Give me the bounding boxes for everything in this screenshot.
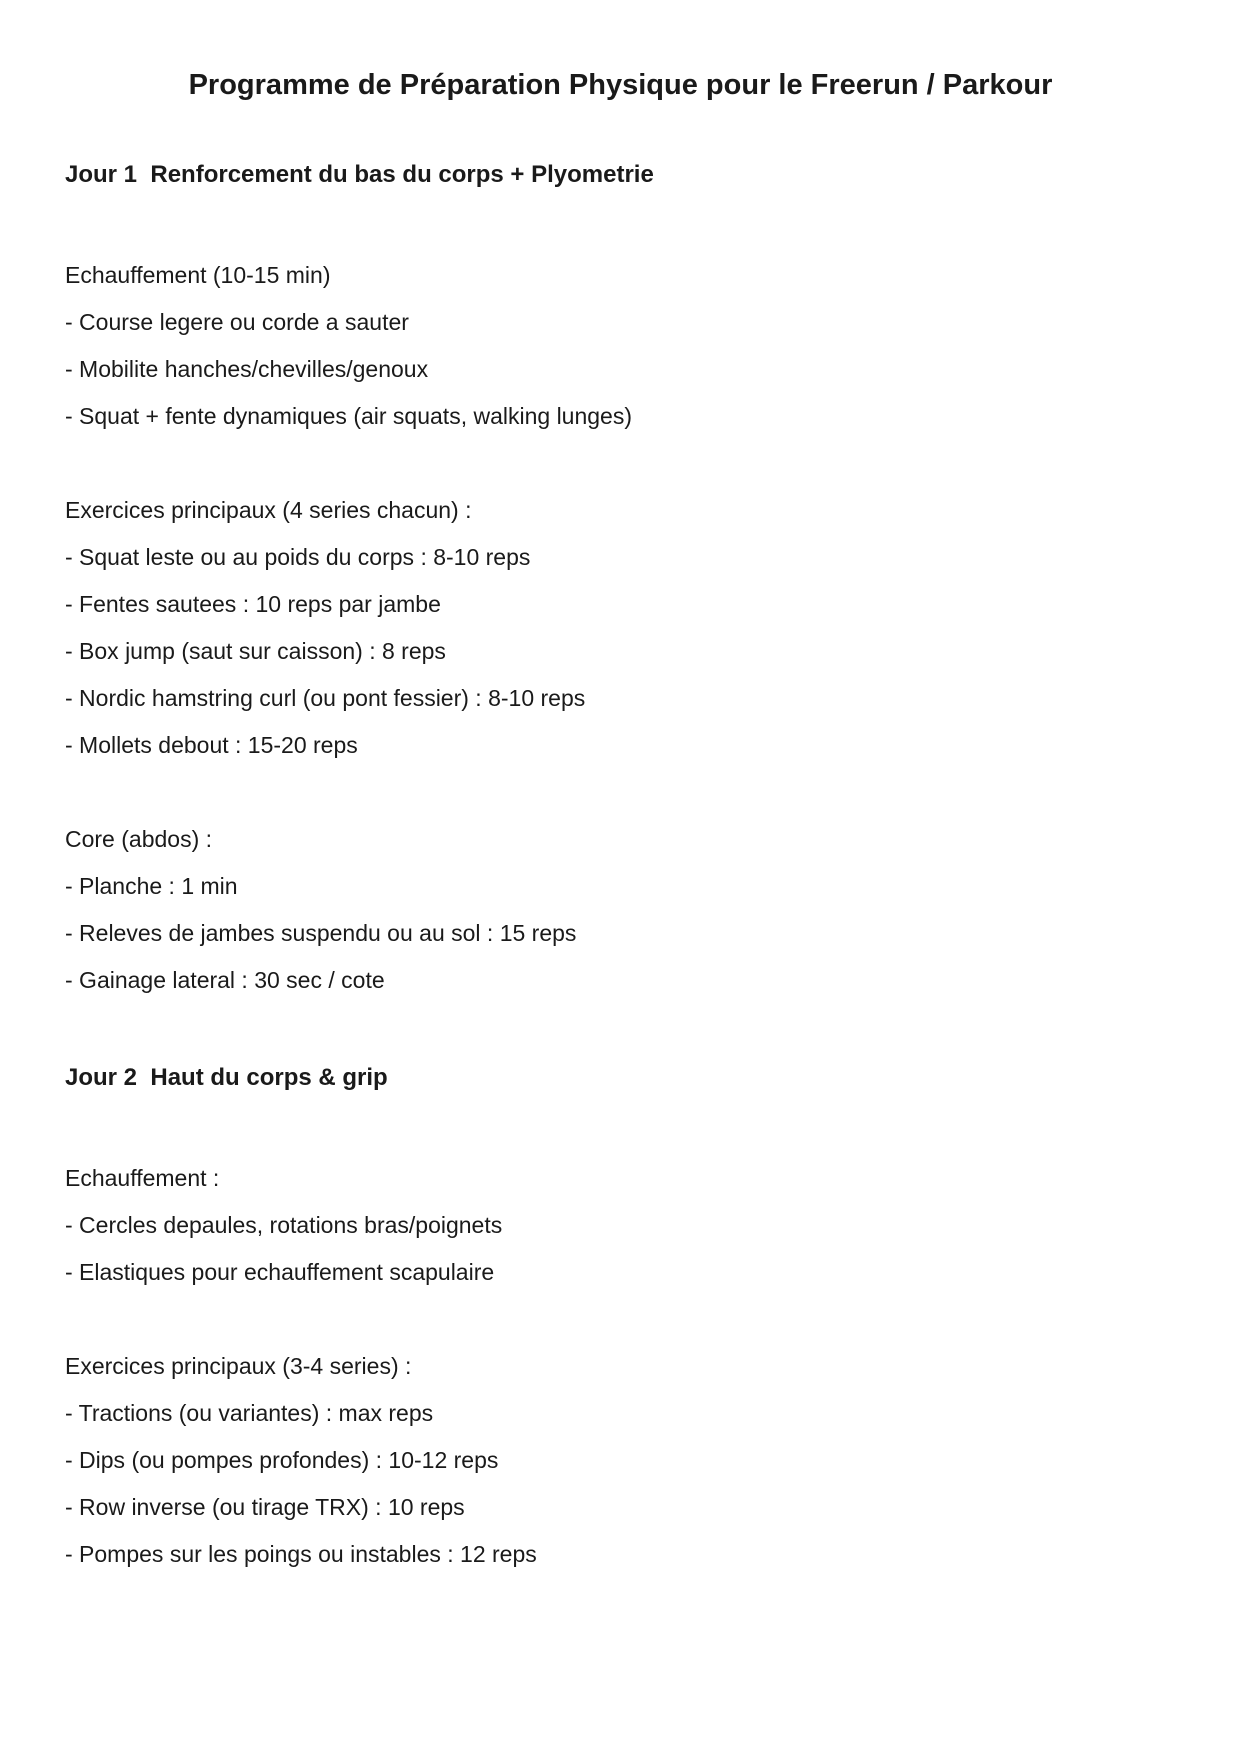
day1-main-item: - Squat leste ou au poids du corps : 8-10 reps [65,544,531,570]
day1-warmup-label: Echauffement (10-15 min) [65,262,331,288]
day2-main-label: Exercices principaux (3-4 series) : [65,1353,412,1379]
day2-main-item: - Tractions (ou variantes) : max reps [65,1400,434,1426]
day1-core-label: Core (abdos) : [65,826,213,852]
day1-heading: Jour 1 Renforcement du bas du corps + Plyometrie [65,161,654,188]
page-title: Programme de Préparation Physique pour le Freerun / Parkour [188,69,1053,101]
day1-core-item: - Gainage lateral : 30 sec / cote [65,967,385,993]
day2-main-item: - Pompes sur les poings ou instables : 12 reps [65,1541,537,1567]
day1-main-label: Exercices principaux (4 series chacun) : [65,497,472,523]
day2-warmup-item: - Cercles depaules, rotations bras/poignets [65,1212,503,1238]
day1-main-item: - Fentes sautees : 10 reps par jambe [65,591,441,617]
day1-core-item: - Releves de jambes suspendu ou au sol : 15 reps [65,920,577,946]
day2-main-item: - Row inverse (ou tirage TRX) : 10 reps [65,1494,465,1520]
day2-warmup-item: - Elastiques pour echauffement scapulaire [65,1259,495,1285]
day1-main-item: - Box jump (saut sur caisson) : 8 reps [65,638,446,664]
day1-warmup-item: - Course legere ou corde a sauter [65,309,409,335]
day1-warmup-item: - Squat + fente dynamiques (air squats, walking lunges) [65,403,633,429]
day1-main-item: - Nordic hamstring curl (ou pont fessier) : 8-10 reps [65,685,586,711]
day2-heading: Jour 2 Haut du corps & grip [65,1064,388,1091]
day2-warmup-label: Echauffement : [65,1165,220,1191]
day1-core-item: - Planche : 1 min [65,873,238,899]
day1-main-item: - Mollets debout : 15-20 reps [65,732,358,758]
day2-main-item: - Dips (ou pompes profondes) : 10-12 reps [65,1447,499,1473]
day1-warmup-item: - Mobilite hanches/chevilles/genoux [65,356,429,382]
